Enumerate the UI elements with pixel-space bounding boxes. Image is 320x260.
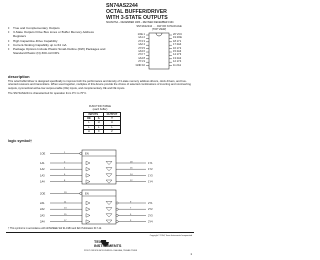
logic-frames <box>82 150 116 224</box>
pin-label-right: 12 1Y4 <box>173 60 182 64</box>
package-view: (TOP VIEW) <box>151 28 167 32</box>
feature-item: • 3-State Outputs Drive Bus Lines or Buffer Memory Address Registers <box>8 30 106 38</box>
pin-label-left: 2Y4 3 <box>138 39 145 43</box>
brand-wordmark <box>94 240 121 248</box>
table-cell: H <box>103 121 121 125</box>
pin-label-left: 2Y2 7 <box>138 53 145 57</box>
input-signal-label: 1A4 <box>40 180 45 184</box>
enable-block-label: EN <box>85 152 89 156</box>
output-inversion-bubble <box>116 202 118 204</box>
logic-symbol-heading: logic symbol† <box>8 139 32 143</box>
description-paragraph: The SN74AS2244 is characterized for operation from 0°C to 70°C. <box>8 91 87 95</box>
page-number: 1 <box>190 252 192 256</box>
logic-signals <box>40 151 153 223</box>
input-signal-label: 1A3 <box>40 174 45 178</box>
input-pin-number: 11 <box>64 201 67 204</box>
output-pin-number: 5 <box>130 213 132 216</box>
footer-divider <box>6 232 194 233</box>
output-signal-label: 2Y4 <box>148 220 153 224</box>
pin-label-right: 19 2OE <box>173 36 182 40</box>
input-pin-number: 6 <box>64 173 66 176</box>
three-state-symbol <box>106 214 112 217</box>
output-inversion-bubble <box>116 214 118 216</box>
package-body <box>149 33 169 69</box>
buffer-symbol <box>86 214 90 218</box>
table-cell: Z <box>103 129 121 133</box>
description-paragraph: This octal buffer/driver is designed specifically to improve both the performance and density of 3-state memory address drivers, clock drivers, and bus-oriented receivers and transmitters. When used together, multiples of this device provide the choice of selected combinations of inverting and noninverting outputs, symmetrical active-low output-enable (OE) inputs, and complementary OE and OE inputs. <box>8 80 191 90</box>
pin-label-right: 17 2A4 <box>173 43 182 47</box>
input-signal-label: 2A3 <box>40 214 45 218</box>
input-signal-label: 2A1 <box>40 201 45 205</box>
three-state-symbol <box>106 174 112 177</box>
header-block <box>106 3 194 24</box>
feature-list <box>8 26 106 55</box>
enable-signal-label: 2OE <box>40 192 46 196</box>
pin-label-right: 18 1Y1 <box>173 39 182 43</box>
output-signal-label: 1Y4 <box>148 180 153 184</box>
description-heading: description <box>8 74 30 79</box>
input-pin-number: 2 <box>64 161 66 164</box>
pin-label-right: 20 VCC <box>173 32 183 36</box>
col-header-oe: OE <box>84 117 95 121</box>
part-number: SN74AS2244 <box>106 3 138 9</box>
buffer-symbol <box>86 180 90 184</box>
inversion-bubble <box>80 192 82 194</box>
package-notch <box>156 33 162 36</box>
output-signal-label: 2Y1 <box>148 201 153 205</box>
logic-symbol-diagram <box>20 146 180 226</box>
output-group-header: OUTPUT <box>103 113 121 117</box>
three-state-symbol <box>106 220 112 223</box>
company-address: POST OFFICE BOX 655303 • DALLAS, TEXAS 75265 <box>84 250 138 252</box>
inversion-bubble <box>80 152 82 154</box>
function-table <box>83 112 121 134</box>
pin-label-left: 1A4 8 <box>138 56 145 60</box>
brand-line-1: TEXAS <box>94 240 107 244</box>
output-signal-label: 1Y2 <box>148 168 153 172</box>
pin-label-left: 1A3 6 <box>138 49 145 53</box>
title-line-1: OCTAL BUFFER/DRIVER <box>106 9 167 15</box>
col-header-y: Y <box>103 117 121 121</box>
col-header-a: A <box>94 117 103 121</box>
pin-label-left: 2Y3 5 <box>138 46 145 50</box>
feature-item: • Current-Sinking Capability up to 64 mA <box>8 43 106 47</box>
package-pinout <box>124 25 194 75</box>
function-table-subtitle: (each buffer) <box>92 108 108 112</box>
output-inversion-bubble <box>116 221 118 223</box>
three-state-symbol <box>106 208 112 211</box>
table-cell: L <box>94 125 103 129</box>
feature-item: • True and Complementary Outputs <box>8 26 106 30</box>
function-table-caption <box>80 105 120 111</box>
output-signal-label: 2Y2 <box>148 208 153 212</box>
pin-label-left: 1A2 4 <box>138 43 145 47</box>
pin-label-right: 15 2A3 <box>173 49 182 53</box>
table-row <box>84 129 121 133</box>
pin-label-left: 2Y1 9 <box>138 60 145 64</box>
input-signal-label: 2A2 <box>40 208 45 212</box>
feature-item: • High Capacitive-Drive Capability <box>8 39 106 43</box>
input-pin-number: 13 <box>64 207 67 210</box>
description-body <box>8 80 192 97</box>
buffer-symbol <box>86 167 90 171</box>
pin-label-right: 14 1Y3 <box>173 53 182 57</box>
output-signal-label: 2Y3 <box>148 214 153 218</box>
function-table-title: FUNCTION TABLE <box>88 105 112 108</box>
enable-block-label: EN <box>85 192 89 196</box>
feature-item: • Package Options Include Plastic Small-Outline (DW) Packages and Standard Plastic (N) 300-mil DIPs <box>8 47 106 55</box>
buffer-symbol <box>86 174 90 178</box>
enable-signal-label: 1OE <box>40 152 46 156</box>
input-pin-number: 4 <box>64 167 66 170</box>
copyright-notice: Copyright © 1994, Texas Instruments Incorporated <box>149 235 192 237</box>
input-pin-number: 15 <box>64 213 67 216</box>
three-state-symbol <box>106 201 112 204</box>
inputs-group-header: INPUTS <box>84 113 104 117</box>
three-state-symbol <box>106 168 112 171</box>
output-pin-number: 14 <box>130 173 133 176</box>
footnote: † This symbol is in accordance with ANSI/IEEE Std 91-1984 and IEC Publication 617-12. <box>8 227 102 230</box>
output-pin-number: 16 <box>130 167 133 170</box>
table-cell: H <box>94 121 103 125</box>
input-signal-label: 2A4 <box>40 220 45 224</box>
revision-line: SDAS076A – DECEMBER 1983 – REVISED DECEMBER 1994 <box>106 21 174 24</box>
output-inversion-bubble <box>116 208 118 210</box>
table-cell: L <box>103 125 121 129</box>
input-pin-number: 8 <box>64 180 66 182</box>
three-state-symbol <box>106 161 112 164</box>
output-signal-label: 1Y1 <box>148 161 153 165</box>
input-pin-number: 17 <box>64 220 67 222</box>
buffer-symbol <box>86 220 90 224</box>
table-cell: L <box>84 125 95 129</box>
buffer-symbol <box>86 161 90 165</box>
brand-line-2: INSTRUMENTS <box>94 244 122 248</box>
three-state-symbol <box>106 180 112 183</box>
pin-label-right: 11 2A1 <box>173 63 182 67</box>
buffer-symbol <box>86 207 90 211</box>
output-pin-number: 7 <box>130 207 132 210</box>
output-signal-label: 1Y3 <box>148 174 153 178</box>
input-signal-label: 1A1 <box>40 161 45 165</box>
enable-pin-number: 1 <box>64 151 66 154</box>
input-signal-label: 1A2 <box>40 168 45 172</box>
output-pin-number: 3 <box>130 220 132 222</box>
buffer-symbol <box>86 201 90 205</box>
table-cell: H <box>84 129 95 133</box>
pin-label-right: 13 2A2 <box>173 56 182 60</box>
pin-label-left: GND 10 <box>135 63 145 67</box>
output-pin-number: 12 <box>130 180 133 182</box>
pin-lines <box>146 35 172 66</box>
title-line-2: WITH 3-STATE OUTPUTS <box>106 15 168 21</box>
pin-label-right: 16 1Y2 <box>173 46 182 50</box>
table-cell: L <box>84 121 95 125</box>
package-title: SN74AS2244 . . . DW OR N PACKAGE <box>136 25 182 28</box>
output-pin-number: 9 <box>130 201 132 204</box>
pin-label-left: 1A1 2 <box>138 36 145 40</box>
table-cell: X <box>94 129 103 133</box>
output-pin-number: 18 <box>130 161 133 164</box>
enable-pin-number: 19 <box>64 191 67 194</box>
pin-label-left: 1OE 1 <box>137 32 145 36</box>
